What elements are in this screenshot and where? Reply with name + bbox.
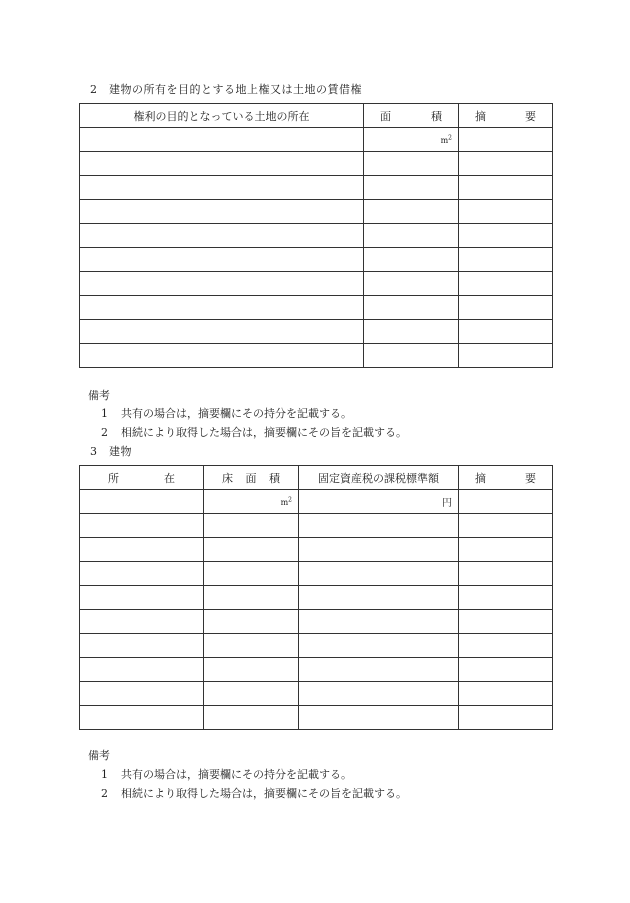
tax-value-cell[interactable] [299,490,459,514]
header-summary-char-2: 要 [525,471,536,485]
table-row [80,272,553,296]
floor-area-cell[interactable] [204,490,299,514]
summary-cell[interactable] [459,176,553,200]
floor-area-cell[interactable] [204,682,299,706]
building-table [79,465,553,730]
notes2-item-2: 2 相続により取得した場合は，摘要欄にその旨を記載する。 [101,787,407,800]
table-row [80,248,553,272]
area-cell[interactable] [364,272,459,296]
notes2-title: 備考 [88,749,110,762]
table-row [80,128,553,152]
building-location-cell[interactable] [80,538,204,562]
header-summary-char-1: 摘 [475,471,486,485]
section2-heading: 2 建物の所有を目的とする地上権又は土地の賃借権 [90,83,362,96]
land-location-cell[interactable] [80,200,364,224]
area-cell[interactable] [364,176,459,200]
tax-value-cell[interactable] [299,538,459,562]
floor-area-cell[interactable] [204,634,299,658]
area-unit: $m^2$ [440,134,452,145]
header-summary-char-2: 要 [525,109,536,123]
header-summary-char-1: 摘 [475,109,486,123]
land-location-cell[interactable] [80,152,364,176]
header-floor-area [204,466,299,490]
land-location-cell[interactable] [80,296,364,320]
table-row [80,610,553,634]
tax-value-cell[interactable] [299,658,459,682]
land-location-cell[interactable] [80,344,364,368]
table-row [80,320,553,344]
section3-heading: 3 建物 [90,445,132,458]
area-cell[interactable] [364,128,459,152]
building-location-cell[interactable] [80,706,204,730]
land-location-cell[interactable] [80,176,364,200]
notes1-item-1: 1 共有の場合は，摘要欄にその持分を記載する。 [101,407,352,420]
notes1-item-2: 2 相続により取得した場合は，摘要欄にその旨を記載する。 [101,426,407,439]
table-row [80,344,553,368]
floor-area-cell[interactable] [204,658,299,682]
header-building-location [80,466,204,490]
area-cell[interactable] [364,320,459,344]
land-location-cell[interactable] [80,128,364,152]
table-row [80,200,553,224]
building-location-cell[interactable] [80,634,204,658]
table-row [80,562,553,586]
table-row [80,224,553,248]
floor-area-cell[interactable] [204,562,299,586]
table-row [80,706,553,730]
building-location-cell[interactable] [80,514,204,538]
table-row [80,682,553,706]
summary-cell[interactable] [459,344,553,368]
building-location-cell[interactable] [80,610,204,634]
summary-cell[interactable] [459,128,553,152]
header-location-char-1: 所 [108,471,119,485]
table-row [80,658,553,682]
tax-value-cell[interactable] [299,610,459,634]
building-location-cell[interactable] [80,490,204,514]
table-row [80,490,553,514]
floor-area-unit: $m^2$ [280,496,292,507]
table-row [80,296,553,320]
header-summary [459,104,553,128]
table-header-row [80,466,553,490]
tax-value-cell[interactable] [299,682,459,706]
area-cell[interactable] [364,224,459,248]
tax-value-cell[interactable] [299,706,459,730]
area-cell[interactable] [364,344,459,368]
building-location-cell[interactable] [80,562,204,586]
summary-cell[interactable] [459,706,553,730]
summary-cell[interactable] [459,610,553,634]
table-row [80,538,553,562]
summary-cell[interactable] [459,200,553,224]
building-location-cell[interactable] [80,658,204,682]
summary-cell[interactable] [459,658,553,682]
building-location-cell[interactable] [80,682,204,706]
summary-cell[interactable] [459,320,553,344]
header-land-location: 権利の目的となっている土地の所在 [80,104,364,128]
notes2-item-1: 1 共有の場合は，摘要欄にその持分を記載する。 [101,768,352,781]
summary-cell[interactable] [459,296,553,320]
notes1-title: 備考 [88,389,110,402]
header-area [364,104,459,128]
building-location-cell[interactable] [80,586,204,610]
land-rights-table [79,103,553,368]
table-header-row [80,104,553,128]
header-floor-area-char-2: 面 [245,471,257,485]
header-floor-area-char-3: 積 [269,471,280,485]
summary-cell[interactable] [459,538,553,562]
summary-cell[interactable] [459,224,553,248]
floor-area-cell[interactable] [204,514,299,538]
land-location-cell[interactable] [80,272,364,296]
header-area-char-2: 積 [431,109,442,123]
header-tax-value: 固定資産税の課税標準額 [299,466,459,490]
summary-cell[interactable] [459,682,553,706]
land-location-cell[interactable] [80,224,364,248]
table-row [80,586,553,610]
tax-value-cell[interactable] [299,586,459,610]
summary-cell[interactable] [459,272,553,296]
area-cell[interactable] [364,248,459,272]
summary-cell[interactable] [459,586,553,610]
area-cell[interactable] [364,200,459,224]
header-location-char-2: 在 [164,471,175,485]
tax-value-cell[interactable] [299,634,459,658]
header-summary [459,466,553,490]
summary-cell[interactable] [459,152,553,176]
header-floor-area-char-1: 床 [222,471,233,485]
table-row [80,634,553,658]
summary-cell[interactable] [459,562,553,586]
yen-unit: 円 [442,498,452,509]
tax-value-cell[interactable] [299,562,459,586]
floor-area-cell[interactable] [204,706,299,730]
land-location-cell[interactable] [80,248,364,272]
header-area-char-1: 面 [380,109,391,123]
summary-cell[interactable] [459,634,553,658]
floor-area-cell[interactable] [204,538,299,562]
floor-area-cell[interactable] [204,586,299,610]
table-row [80,176,553,200]
summary-cell[interactable] [459,248,553,272]
table-row [80,514,553,538]
table-row [80,152,553,176]
tax-value-cell[interactable] [299,514,459,538]
floor-area-cell[interactable] [204,610,299,634]
area-cell[interactable] [364,296,459,320]
summary-cell[interactable] [459,514,553,538]
land-location-cell[interactable] [80,320,364,344]
summary-cell[interactable] [459,490,553,514]
area-cell[interactable] [364,152,459,176]
